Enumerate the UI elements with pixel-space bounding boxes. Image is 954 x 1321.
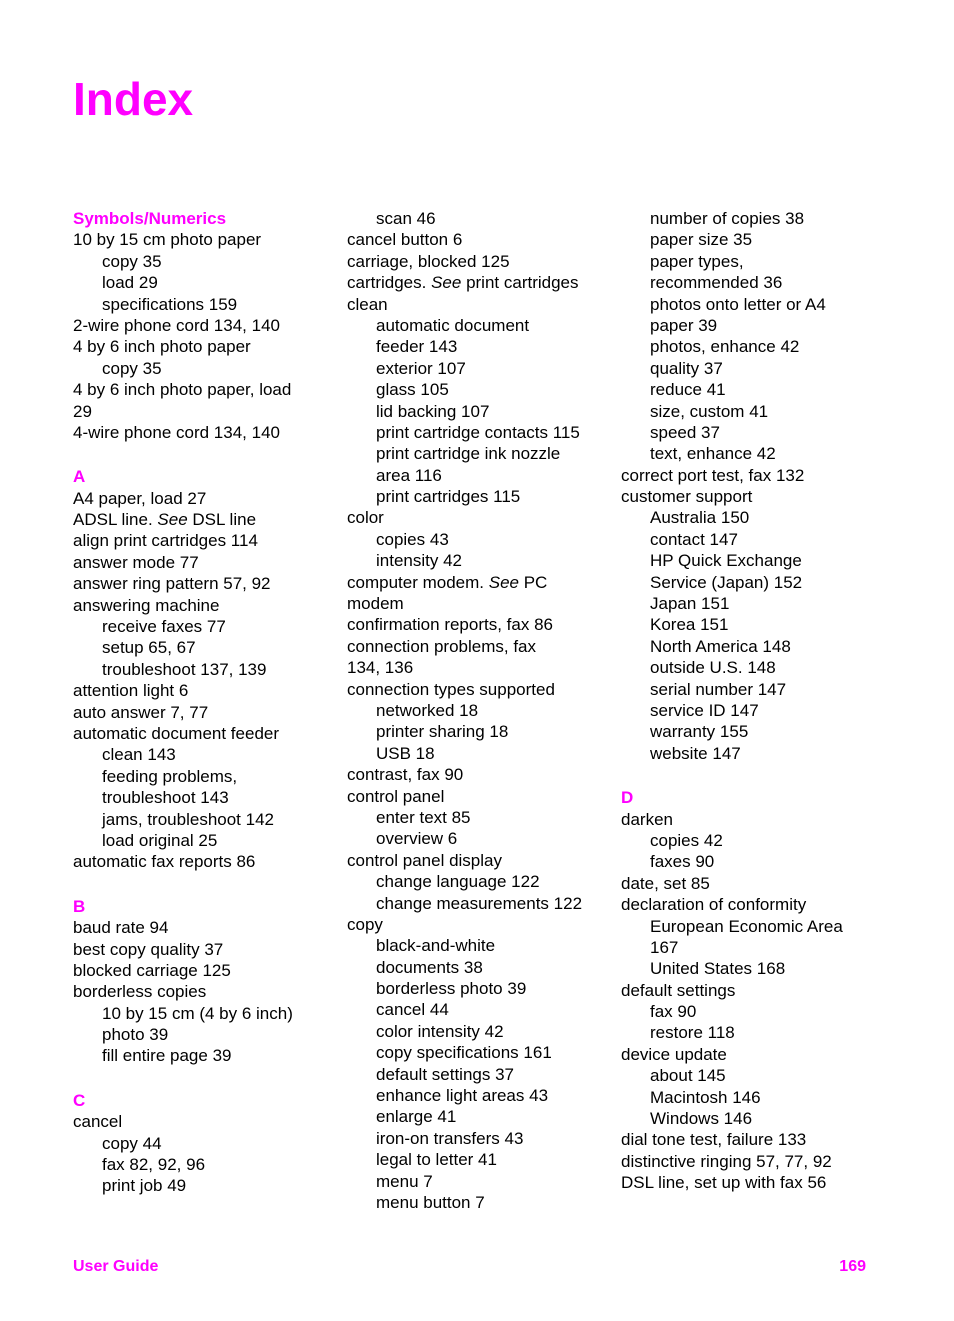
- index-subentry: [73, 1154, 338, 1175]
- entry-text: 10 by 15 cm (4 by 6 inch): [102, 1003, 293, 1023]
- entry-text: borderless photo 39: [376, 979, 527, 999]
- entry-text: connection problems, fax: [347, 636, 536, 656]
- index-subentry: [621, 958, 886, 979]
- entry-text: answering machine: [73, 595, 220, 615]
- entry-text: confirmation reports, fax 86: [347, 615, 553, 635]
- index-entry: [73, 552, 338, 573]
- index-subentry: [73, 787, 338, 808]
- index-subentry: [621, 1022, 886, 1043]
- entry-text: recommended 36: [650, 273, 783, 293]
- entry-text: 4 by 6 inch photo paper: [73, 337, 251, 357]
- index-subentry: [73, 294, 338, 315]
- index-subentry: [621, 700, 886, 721]
- index-subentry: [621, 1065, 886, 1086]
- entry-text: auto answer 7, 77: [73, 702, 209, 722]
- entry-text: troubleshoot 143: [102, 788, 229, 808]
- index-subentry: [347, 443, 612, 464]
- entry-text: print cartridge ink nozzle: [376, 444, 561, 464]
- section-spacer: [73, 1067, 338, 1090]
- entry-text: receive faxes 77: [102, 617, 226, 637]
- entry-text: 10 by 15 cm photo paper: [73, 230, 262, 250]
- entry-text: jams, troubleshoot 142: [102, 809, 274, 829]
- index-entry: [347, 593, 612, 614]
- entry-text: copies 43: [376, 529, 449, 549]
- entry-text: connection types supported: [347, 679, 555, 699]
- index-section-heading: [621, 787, 886, 808]
- entry-text: overview 6: [376, 829, 458, 849]
- index-entry: [347, 679, 612, 700]
- entry-text: Symbols/Numerics: [73, 209, 227, 228]
- index-subentry: [347, 529, 612, 550]
- index-subentry: [73, 616, 338, 637]
- entry-text: photo 39: [102, 1025, 169, 1045]
- index-section-heading: [73, 466, 338, 487]
- entry-text: print cartridges 115: [376, 487, 521, 507]
- entry-text: D: [621, 788, 634, 808]
- entry-text: fax 90: [650, 1002, 697, 1022]
- index-subentry: [73, 766, 338, 787]
- index-entry: [621, 873, 886, 894]
- entry-text: C: [73, 1090, 86, 1110]
- index-entry: [347, 850, 612, 871]
- entry-text: lid backing 107: [376, 401, 490, 421]
- entry-text: legal to letter 41: [376, 1150, 497, 1170]
- index-subentry: [621, 507, 886, 528]
- index-entry: [347, 636, 612, 657]
- index-subentry: [347, 807, 612, 828]
- entry-text: answer mode 77: [73, 552, 199, 572]
- index-subentry: [347, 1042, 612, 1063]
- index-subentry: [621, 251, 886, 272]
- entry-text: warranty 155: [650, 722, 749, 742]
- index-subentry: [621, 743, 886, 764]
- index-subentry: [347, 999, 612, 1020]
- entry-text: A: [73, 467, 86, 487]
- index-subentry: [347, 871, 612, 892]
- entry-text: load 29: [102, 273, 158, 293]
- index-subentry: [347, 1171, 612, 1192]
- index-entry: [347, 572, 612, 593]
- index-entry: [73, 488, 338, 509]
- entry-text: enlarge 41: [376, 1107, 457, 1127]
- index-subentry: [621, 379, 886, 400]
- entry-reference-target: DSL line: [187, 510, 257, 530]
- entry-text: Macintosh 146: [650, 1087, 761, 1107]
- entry-text: computer modem.: [347, 572, 489, 592]
- entry-text: number of copies 38: [650, 209, 805, 228]
- index-entry: [621, 1151, 886, 1172]
- index-column-1: [73, 208, 338, 1197]
- index-section-heading: [73, 896, 338, 917]
- index-subentry: [73, 1045, 338, 1066]
- entry-text: answer ring pattern 57, 92: [73, 574, 271, 594]
- entry-text: glass 105: [376, 380, 449, 400]
- entry-text: fill entire page 39: [102, 1046, 232, 1066]
- entry-text: automatic document feeder: [73, 723, 280, 743]
- entry-text: print cartridge contacts 115: [376, 422, 580, 442]
- index-subentry: [621, 315, 886, 336]
- index-entry: [347, 614, 612, 635]
- index-subentry: [621, 358, 886, 379]
- entry-text: distinctive ringing 57, 77, 92: [621, 1151, 832, 1171]
- entry-text: carriage, blocked 125: [347, 251, 510, 271]
- entry-text: control panel: [347, 786, 445, 806]
- index-subentry: [621, 937, 886, 958]
- index-subentry: [347, 1128, 612, 1149]
- index-subentry: [347, 486, 612, 507]
- index-entry: [347, 914, 612, 935]
- entry-text: quality 37: [650, 358, 723, 378]
- index-entry: [73, 401, 338, 422]
- index-subentry: [73, 744, 338, 765]
- entry-text: networked 18: [376, 700, 479, 720]
- entry-text: change language 122: [376, 872, 540, 892]
- entry-text: Service (Japan) 152: [650, 572, 803, 592]
- entry-text: printer sharing 18: [376, 722, 509, 742]
- index-section-heading: [73, 208, 338, 229]
- index-subentry: [621, 636, 886, 657]
- index-entry: [347, 272, 612, 293]
- see-reference: See: [431, 273, 462, 293]
- entry-text: customer support: [621, 487, 753, 507]
- entry-text: B: [73, 896, 86, 916]
- entry-text: fax 82, 92, 96: [102, 1155, 206, 1175]
- index-subentry: [621, 1087, 886, 1108]
- entry-text: Japan 151: [650, 594, 730, 614]
- index-subentry: [347, 957, 612, 978]
- index-subentry: [621, 401, 886, 422]
- entry-text: ADSL line.: [73, 510, 158, 530]
- entry-text: photos, enhance 42: [650, 337, 800, 357]
- index-entry: [73, 573, 338, 594]
- entry-text: website 147: [650, 743, 741, 763]
- entry-text: copies 42: [650, 830, 723, 850]
- index-entry: [621, 1044, 886, 1065]
- entry-text: text, enhance 42: [650, 444, 776, 464]
- entry-text: feeder 143: [376, 337, 458, 357]
- entry-text: dial tone test, failure 133: [621, 1130, 807, 1150]
- index-entry: [73, 509, 338, 530]
- index-subentry: [347, 743, 612, 764]
- entry-text: clean: [347, 294, 388, 314]
- index-subentry: [621, 336, 886, 357]
- index-entry: [621, 894, 886, 915]
- entry-text: outside U.S. 148: [650, 658, 776, 678]
- entry-text: size, custom 41: [650, 401, 769, 421]
- entry-text: align print cartridges 114: [73, 531, 258, 551]
- entry-text: faxes 90: [650, 852, 715, 872]
- entry-text: menu button 7: [376, 1192, 485, 1212]
- index-section-heading: [73, 1090, 338, 1111]
- index-subentry: [621, 572, 886, 593]
- entry-text: menu 7: [376, 1171, 433, 1191]
- index-subentry: [347, 700, 612, 721]
- index-subentry: [73, 272, 338, 293]
- index-entry: [73, 595, 338, 616]
- index-subentry: [621, 529, 886, 550]
- entry-text: specifications 159: [102, 294, 238, 314]
- entry-text: cancel: [73, 1112, 123, 1132]
- index-entry: [347, 251, 612, 272]
- index-entry: [73, 336, 338, 357]
- entry-text: enter text 85: [376, 807, 471, 827]
- entry-text: default settings 37: [376, 1064, 514, 1084]
- index-subentry: [73, 1175, 338, 1196]
- entry-text: cancel button 6: [347, 230, 463, 250]
- index-entry: [73, 1111, 338, 1132]
- index-subentry: [347, 358, 612, 379]
- entry-text: restore 118: [650, 1023, 735, 1043]
- index-entry: [73, 960, 338, 981]
- index-subentry: [347, 1021, 612, 1042]
- entry-text: darken: [621, 809, 673, 829]
- index-entry: [73, 702, 338, 723]
- entry-text: load original 25: [102, 830, 218, 850]
- entry-text: HP Quick Exchange: [650, 551, 802, 571]
- index-subentry: [621, 916, 886, 937]
- entry-text: paper types,: [650, 251, 744, 271]
- entry-text: Korea 151: [650, 615, 729, 635]
- index-column-3: [621, 208, 886, 1194]
- section-spacer: [73, 443, 338, 466]
- entry-text: paper 39: [650, 315, 718, 335]
- entry-text: default settings: [621, 980, 736, 1000]
- entry-text: scan 46: [376, 209, 436, 228]
- index-subentry: [347, 336, 612, 357]
- index-subentry: [621, 422, 886, 443]
- entry-text: USB 18: [376, 743, 435, 763]
- index-subentry: [621, 614, 886, 635]
- entry-text: reduce 41: [650, 380, 726, 400]
- index-subentry: [73, 1003, 338, 1024]
- entry-text: iron-on transfers 43: [376, 1128, 524, 1148]
- entry-reference-target: print cartridges: [461, 273, 579, 293]
- entry-text: color intensity 42: [376, 1021, 504, 1041]
- index-entry: [73, 315, 338, 336]
- index-subentry: [347, 401, 612, 422]
- entry-text: declaration of conformity: [621, 895, 807, 915]
- entry-text: European Economic Area: [650, 916, 843, 936]
- see-reference: See: [488, 572, 519, 592]
- entry-text: modem: [347, 594, 404, 614]
- entry-text: 4-wire phone cord 134, 140: [73, 422, 280, 442]
- entry-text: automatic fax reports 86: [73, 852, 256, 872]
- entry-text: clean 143: [102, 745, 176, 765]
- entry-text: United States 168: [650, 959, 786, 979]
- footer-guide-name: User Guide: [73, 1258, 159, 1275]
- entry-text: speed 37: [650, 422, 720, 442]
- index-subentry: [347, 315, 612, 336]
- entry-text: Windows 146: [650, 1109, 753, 1129]
- entry-text: cartridges.: [347, 273, 432, 293]
- index-subentry: [73, 659, 338, 680]
- index-entry: [73, 981, 338, 1002]
- index-subentry: [347, 1064, 612, 1085]
- entry-text: device update: [621, 1044, 727, 1064]
- entry-text: 2-wire phone cord 134, 140: [73, 315, 280, 335]
- entry-text: blocked carriage 125: [73, 960, 231, 980]
- index-entry: [73, 680, 338, 701]
- index-subentry: [621, 721, 886, 742]
- index-subentry: [347, 465, 612, 486]
- page-title: Index: [73, 73, 194, 125]
- index-subentry: [621, 851, 886, 872]
- index-entry: [73, 530, 338, 551]
- entry-text: A4 paper, load 27: [73, 488, 207, 508]
- entry-text: intensity 42: [376, 551, 462, 571]
- index-entry: [621, 1172, 886, 1193]
- entry-text: copy 35: [102, 358, 162, 378]
- index-entry: [347, 657, 612, 678]
- index-entry: [73, 939, 338, 960]
- entry-text: troubleshoot 137, 139: [102, 659, 267, 679]
- entry-text: 167: [650, 937, 679, 957]
- index-entry: [73, 229, 338, 250]
- entry-text: service ID 147: [650, 700, 759, 720]
- section-spacer: [73, 873, 338, 896]
- entry-text: color: [347, 508, 384, 528]
- index-subentry: [621, 657, 886, 678]
- entry-text: automatic document: [376, 315, 530, 335]
- index-subentry: [347, 1149, 612, 1170]
- index-column-2: [347, 208, 612, 1213]
- entry-text: contrast, fax 90: [347, 765, 464, 785]
- entry-text: attention light 6: [73, 681, 189, 701]
- entry-text: feeding problems,: [102, 766, 238, 786]
- entry-text: enhance light areas 43: [376, 1086, 549, 1106]
- see-reference: See: [157, 510, 188, 530]
- index-entry: [347, 229, 612, 250]
- entry-text: date, set 85: [621, 873, 710, 893]
- index-subentry: [621, 294, 886, 315]
- entry-text: baud rate 94: [73, 918, 169, 938]
- index-entry: [621, 1129, 886, 1150]
- index-subentry: [621, 272, 886, 293]
- index-subentry: [621, 593, 886, 614]
- index-entry: [347, 294, 612, 315]
- entry-text: paper size 35: [650, 230, 753, 250]
- section-spacer: [621, 764, 886, 787]
- index-entry: [347, 507, 612, 528]
- index-subentry: [73, 1024, 338, 1045]
- index-entry: [347, 764, 612, 785]
- index-subentry: [73, 251, 338, 272]
- index-subentry: [347, 422, 612, 443]
- index-subentry: [347, 379, 612, 400]
- index-subentry: [73, 809, 338, 830]
- index-entry: [73, 917, 338, 938]
- entry-text: copy 44: [102, 1133, 162, 1153]
- entry-text: correct port test, fax 132: [621, 465, 805, 485]
- index-subentry: [347, 978, 612, 999]
- entry-text: 134, 136: [347, 658, 414, 678]
- index-subentry: [621, 830, 886, 851]
- index-entry: [347, 786, 612, 807]
- entry-text: best copy quality 37: [73, 939, 224, 959]
- index-subentry: [621, 443, 886, 464]
- entry-text: serial number 147: [650, 679, 787, 699]
- entry-text: print job 49: [102, 1176, 187, 1196]
- entry-text: change measurements 122: [376, 893, 583, 913]
- entry-text: about 145: [650, 1066, 726, 1086]
- index-subentry: [347, 721, 612, 742]
- index-subentry: [347, 893, 612, 914]
- entry-text: cancel 44: [376, 1000, 449, 1020]
- entry-text: photos onto letter or A4: [650, 294, 826, 314]
- index-subentry: [347, 828, 612, 849]
- entry-text: copy: [347, 914, 383, 934]
- entry-text: 4 by 6 inch photo paper, load: [73, 380, 292, 400]
- entry-text: 29: [73, 401, 92, 421]
- entry-text: exterior 107: [376, 358, 466, 378]
- index-entry: [621, 809, 886, 830]
- index-entry: [73, 851, 338, 872]
- entry-text: Australia 150: [650, 508, 750, 528]
- index-subentry: [347, 1106, 612, 1127]
- index-entry: [73, 379, 338, 400]
- index-entry: [621, 465, 886, 486]
- index-entry: [73, 723, 338, 744]
- index-subentry: [621, 229, 886, 250]
- entry-text: black-and-white: [376, 936, 496, 956]
- index-entry: [73, 422, 338, 443]
- index-subentry: [347, 550, 612, 571]
- entry-text: borderless copies: [73, 982, 207, 1002]
- index-subentry: [347, 208, 612, 229]
- index-entry: [621, 980, 886, 1001]
- entry-text: North America 148: [650, 636, 791, 656]
- index-subentry: [621, 208, 886, 229]
- index-subentry: [73, 830, 338, 851]
- index-entry: [621, 486, 886, 507]
- entry-reference-target: PC: [518, 572, 548, 592]
- index-subentry: [621, 1108, 886, 1129]
- entry-text: copy specifications 161: [376, 1043, 552, 1063]
- index-subentry: [347, 1192, 612, 1213]
- index-subentry: [621, 550, 886, 571]
- index-subentry: [621, 1001, 886, 1022]
- index-subentry: [347, 935, 612, 956]
- entry-text: contact 147: [650, 529, 738, 549]
- index-subentry: [73, 358, 338, 379]
- entry-text: area 116: [376, 465, 442, 485]
- index-subentry: [621, 679, 886, 700]
- index-subentry: [73, 1133, 338, 1154]
- entry-text: copy 35: [102, 251, 162, 271]
- footer-page-number: 169: [839, 1258, 866, 1275]
- index-subentry: [73, 637, 338, 658]
- entry-text: documents 38: [376, 957, 483, 977]
- entry-text: control panel display: [347, 850, 502, 870]
- index-subentry: [347, 1085, 612, 1106]
- entry-text: setup 65, 67: [102, 638, 196, 658]
- entry-text: DSL line, set up with fax 56: [621, 1173, 827, 1193]
